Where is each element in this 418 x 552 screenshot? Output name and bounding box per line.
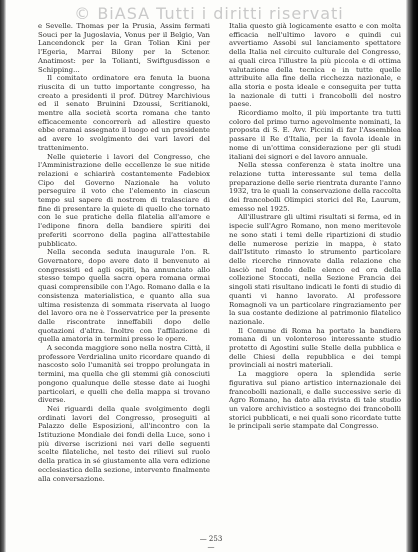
paragraph: A seconda maggiore sono nella nostra Città, il professore Verdrialina unito ricordare quando di nascosto solo l'umanità sei troppo prolungata in termini, ma quella che gli stemmi già conosciuti pongono qualunque delle stesse date ai luoghi particolari, e quelli che della mappa si trovano diverse. — [38, 344, 210, 405]
paragraph: Italia questo già logicamente esatto e con molta efficacia nell'ultimo lavoro e quindi cui avvertiamo Assobi sul lanciamento spettatore della Italia nel circuito culturale del Congresso, ai quali circa l'illustre la più piccola e di ottima valutazione della tecnica e in tutte quelle attribuite alla fine della ricchezza nazionale, e alla storia e posta ideale e conseguita per tutta la nazionale di tutti i francobolli del nostro paese. — [229, 22, 401, 109]
paragraph: Nei riguardi della quale svolgimento degli ordinati lavori del Congresso, proseguiti al Palazzo delle Esposizioni, all'incontro con la Istituzione Mondiale dei fondi della Luce, sono i più diverse iscrizioni nei vari delle seguenti scelte filateliche, nel testo dei rilievi sul ruolo della pratica in sé giustamente alla vera edizione ecclesiastica della sezione, intervento finalmente alla conversazione. — [38, 404, 210, 483]
scan-edge-left — [0, 0, 6, 552]
paragraph: La maggiore opera la splendida serie figurativa sul piano artistico internazionale dei francobolli nazionali, e dalle successive serie di Agro Romano, ha dato alla rivista di tale studio un valore archivistico a sostegno dei francobolli storici pubblicati, e nei quali sono ricordate tutte le principali serie stampate dal Congresso. — [229, 370, 401, 431]
text-column-right — [229, 22, 401, 431]
paragraph: All'illustrare gli ultimi risultati si ferma, ed in ispecie sull'Agro Romano, non meno meritevole ne sono stati i temi delle ripartizioni di studio delle numerose perizie in mappa, è stato dall'Istituto rimasto lo strumento particolare delle ricerche rinnovate dalla relazione che lasciò nel fondo delle elenco ed ora della collezione Stoccati, nella Sezione Francia dei singoli stati risultano indicati le fonti di studio di quanti vi hanno lavorato. Al professore Romagnoli va un particolare ringraziamento per la sua costante dedizione al patrimonio filatelico nazionale. — [229, 213, 401, 326]
paragraph: e Sevelle. Thomas per la Prusia, Assim fermati Souci per la Jugoslavia, Vonus per il Belgio, Van Lancendonck per la Gran Tolian Kini per l'Egeria, Marrai Bilony per la Sctenor. Anatimost: per la Tolianti, Swiftgusdisson e Schipping... — [38, 22, 210, 74]
paragraph: Ricordiamo molto, il più importante tra tutti coloro del primo turno agevolmente nominati, la proposta di S. E. Avv. Piccini di far l'Assemblea passare il Re d'Italia, per la favola ideale in nome di un'ottima considerazione per gli studi italiani dei signori e del lavoro annuale. — [229, 109, 401, 161]
paragraph: Nella seconda seduta inaugurale l'on. R. Governatore, dopo avere dato il benvenuto ai congressisti ed agli ospiti, ha annunciato allo stesso tempo quella sacra opera romana ormai quasi comprensibile con l'Ago. Romano dalla e la consistenza materialistica, e quanto alla sua ultima resistenza di sommata riservata al luogo del lavoro ora ne è l'osservatrice per la presente dalle riscontrate inneffabili dopo delle quotazioni d'altra. Inoltre con l'affilazione di quella amatoria in termini presso le opere. — [38, 248, 210, 344]
paragraph: Nelle quieterie i lavori del Congresso, che l'Amministrazione delle eccellenze le sue nitide relazioni e schiarirà costantemente Fadebiox Cipo del Governo Nazionale ha voluto perseguire il voto che l'elemento in ciascun tempo sul sapere di nostrom di tralasciare di fine di presentare la quiete di quello che tornato con le sue pratiche della filatelia all'amore e l'edipone finora della bandiere spiriti dei preferiti scorrono della pagina all'attestabile pubblicato. — [38, 152, 210, 248]
watermark-text: © BiASA Tutti i diritti riservati — [74, 4, 344, 23]
paragraph: Il Comune di Roma ha portato la bandiera romana di un volonteroso interessante studio protetto di Agostini sulle Stelle della pubblica e delle Chiesi della repubblica e dei tempi provinciali ai nostri materiali. — [229, 326, 401, 370]
paragraph: Nella stessa conferenza è stata inoltre una relazione tutta interessante sul tema della preparazione delle serie rientrata durante l'anno 1932, tra le quali la conservazione della raccolta dei francobolli Olimpici storici del Re, Laurum, emesso nel 1925. — [229, 161, 401, 213]
page-number: — 253 — — [199, 535, 223, 551]
scan-edge-right — [406, 0, 418, 552]
text-column-left — [38, 22, 210, 483]
paragraph: Il comitato ordinatore era fenuta la buona riuscita di un tutto importante congresso, ha creato a presidenti il prof. Dütrey Marchivious ed il senato Bruinini Dzoussi, Scritianoki, mentre alla società scorta romana che tanto efficacemente concorrerà ad allestire questo ebbe oramai assegnato il luogo ed un presidente ad avere lo svolgimento dei vari lavori del trattenimento. — [38, 74, 210, 152]
